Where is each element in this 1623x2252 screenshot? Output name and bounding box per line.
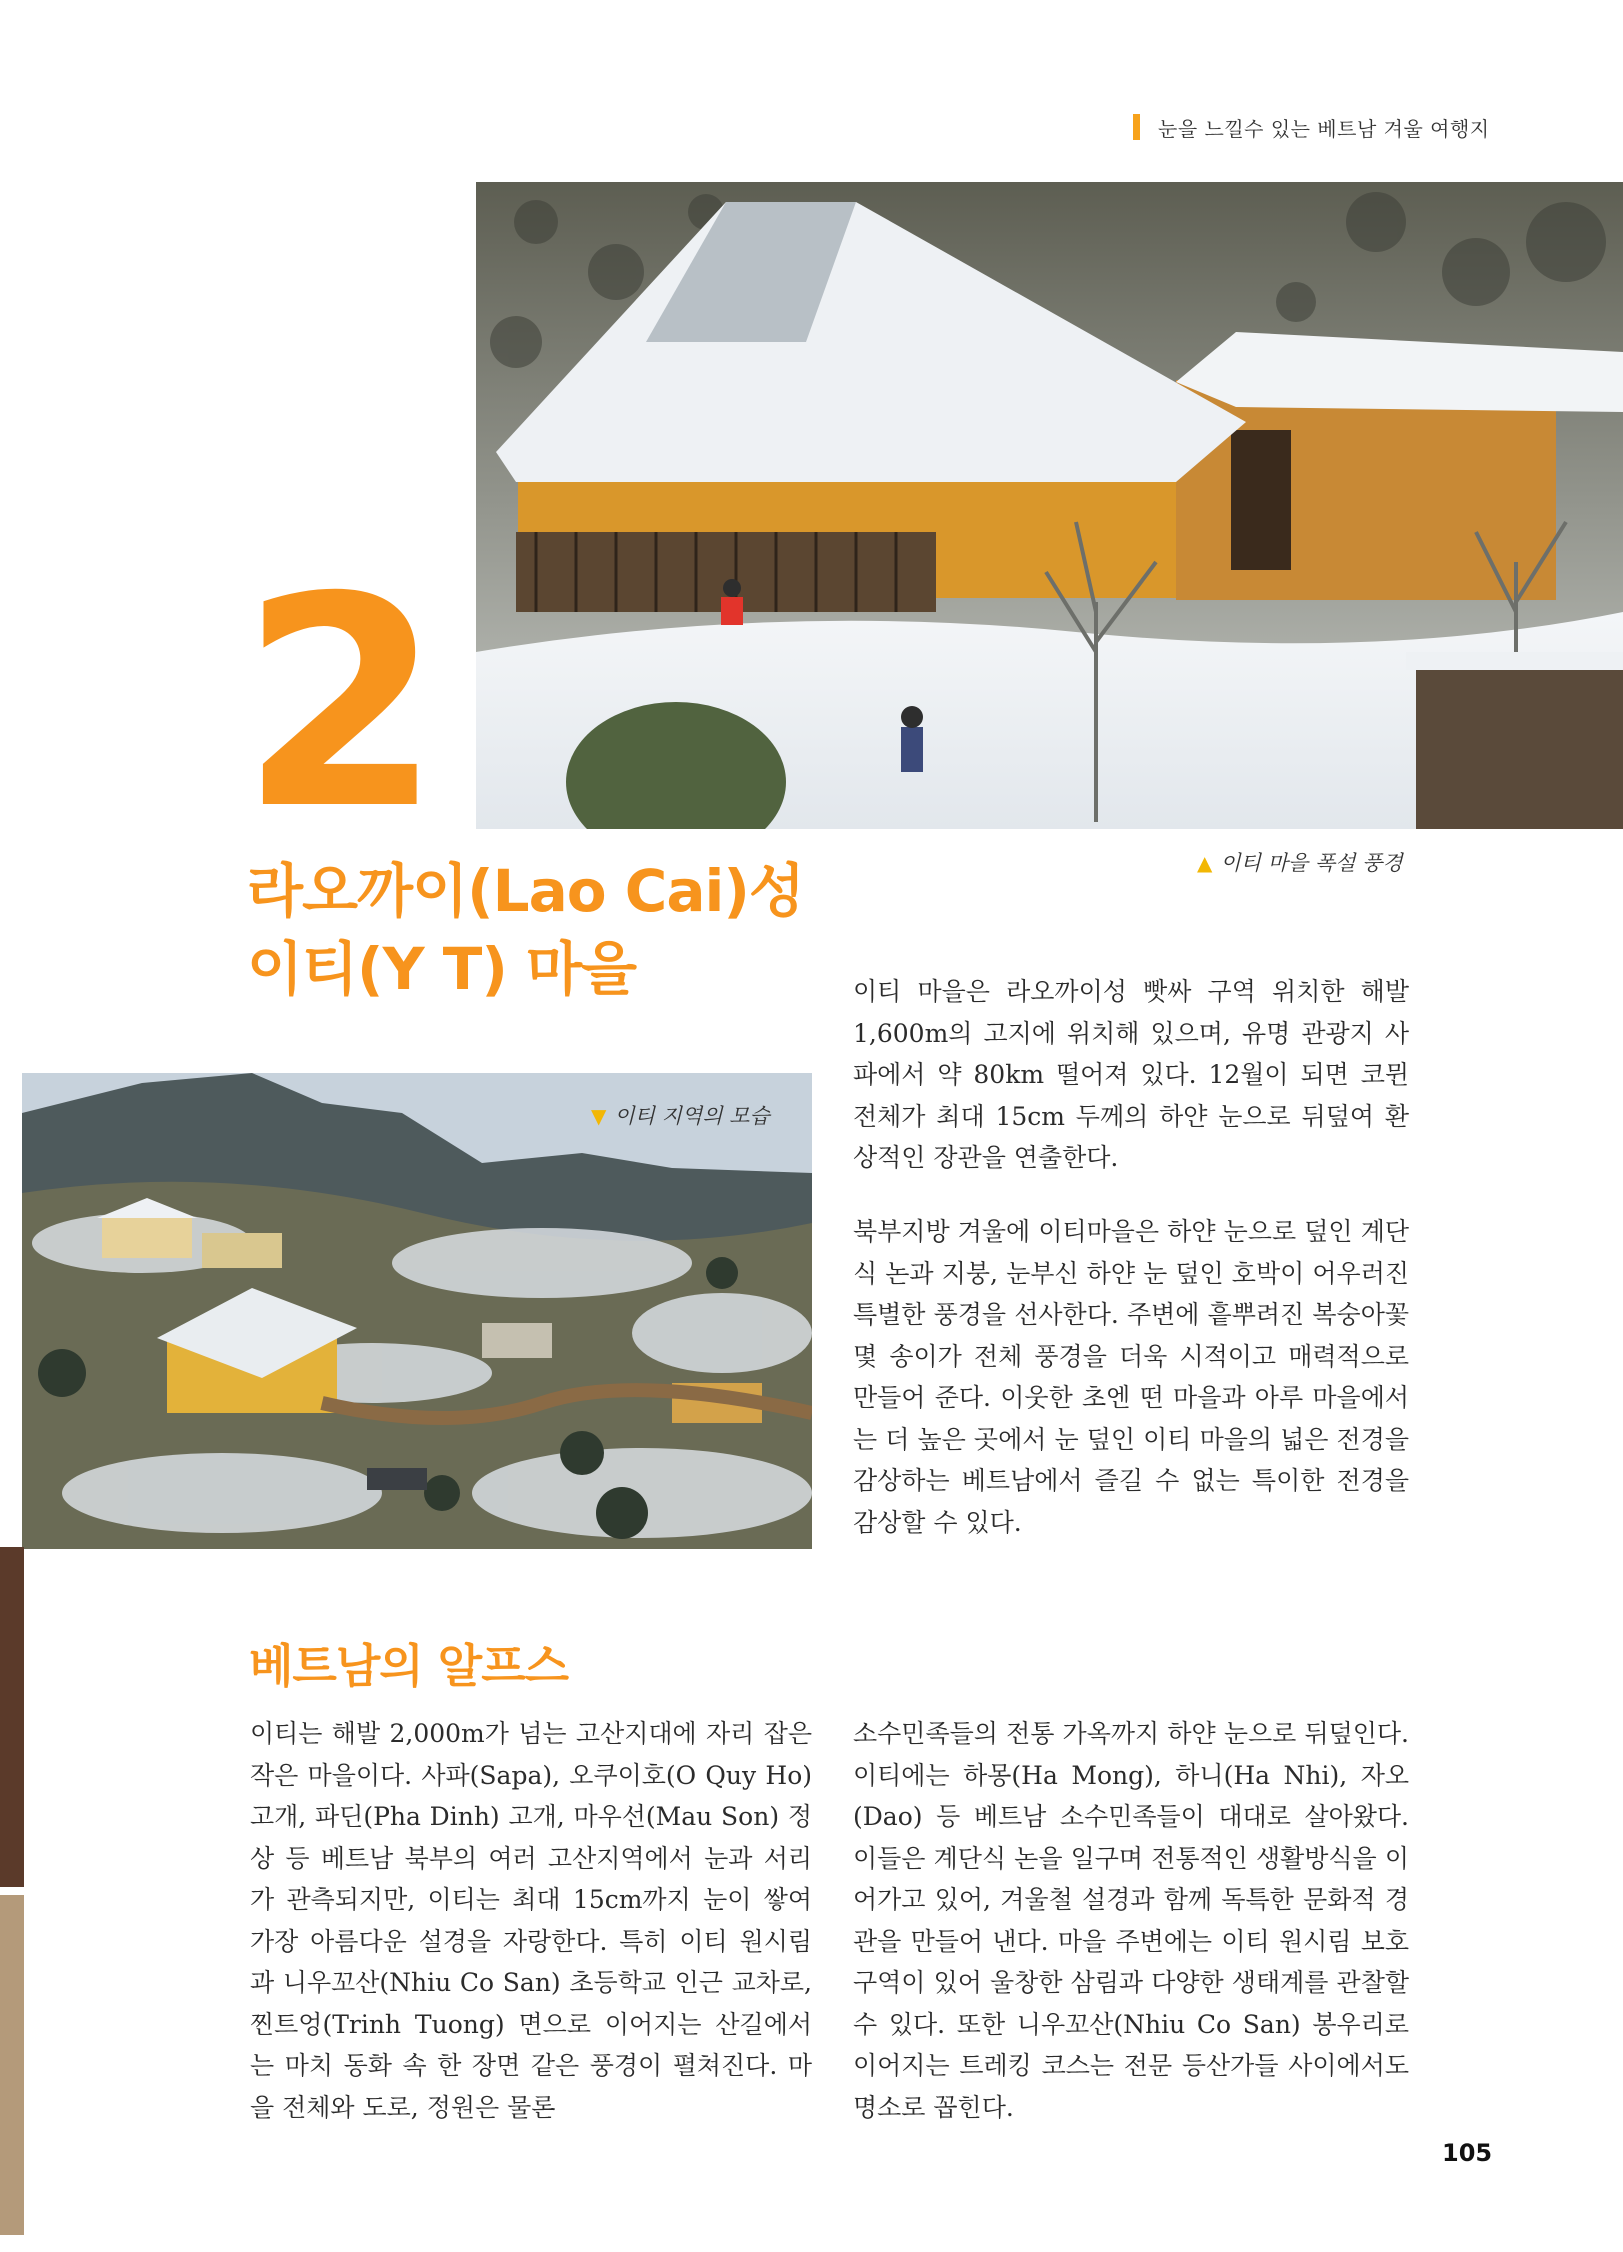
section-heading: 베트남의 알프스 xyxy=(249,1639,569,1693)
running-title: 눈을 느낄수 있는 베트남 겨울 여행지 xyxy=(1158,116,1490,141)
body-column-2: 소수민족들의 전통 가옥까지 하얀 눈으로 뒤덮인다. 이티에는 하몽(Ha Mong), 하니(Ha Nhi), 자오(Dao) 등 베트남 소수민족들이 대대로 살아왔다. 이들은 계단식 논을 일구며 전통적인 생활방식을 이어가고 있어, 겨울철 설경과 함께 독특한 문화적 경관을 만들어 낸다. 마을 주변에는 이티 원시림 보호구역이 있어 울창한 삼림과 다양한 생태계를 관찰할 수 있다. 또한 니우꼬산(Nhiu Co San) 봉우리로 이어지는 트레킹 코스는 전문 등산가들 사이에서도 명소로 꼽힌다. xyxy=(853,1719,1409,2122)
header-accent-bar xyxy=(1133,114,1140,140)
aerial-photo-caption-text: 이티 지역의 모습 xyxy=(614,1104,770,1128)
caption-triangle-up-icon: ▲ xyxy=(1197,851,1213,875)
caption-triangle-down-icon: ▼ xyxy=(591,1104,607,1128)
intro-paragraph-2: 북부지방 겨울에 이티마을은 하얀 눈으로 덮인 계단식 논과 지붕, 눈부신 하얀 눈 덮인 호박이 어우러진 특별한 풍경을 선사한다. 주변에 흩뿌려진 복숭아꽃 몇 송이가 전체 풍경을 더욱 시적이고 매력적으로 만들어 준다. 이웃한 초엔 떤 마을과 아루 마을에서는 더 높은 곳에서 눈 덮인 이티 마을의 넓은 전경을 감상하는 베트남에서 즐길 수 없는 특이한 전경을 감상할 수 있다. xyxy=(853,1217,1409,1537)
chapter-title-line-2: 이티(Y T) 마을 xyxy=(247,935,637,1003)
top-photo-caption-text: 이티 마을 폭설 풍경 xyxy=(1220,851,1403,875)
page-number: 105 xyxy=(1442,2139,1493,2167)
left-edge-bleed-image-2 xyxy=(0,1895,24,2235)
left-edge-bleed-image xyxy=(0,1547,24,1887)
chapter-title-line-1: 라오까이(Lao Cai)성 xyxy=(247,857,804,925)
village-aerial-photo xyxy=(22,1073,812,1549)
aerial-photo-caption xyxy=(591,1100,770,1130)
running-header xyxy=(1133,113,1490,141)
body-column-1: 이티는 해발 2,000m가 넘는 고산지대에 자리 잡은 작은 마을이다. 사파(Sapa), 오쿠이호(O Quy Ho) 고개, 파딘(Pha Dinh) 고개, 마우선(Mau Son) 정상 등 베트남 북부의 여러 고산지역에서 눈과 서리가 관측되지만, 이티는 최대 15cm까지 눈이 쌓여 가장 아름다운 설경을 자랑한다. 특히 이티 원시림과 니우꼬산(Nhiu Co San) 초등학교 인근 교차로, 찐트엉(Trinh Tuong) 면으로 이어지는 산길에서는 마치 동화 속 한 장면 같은 풍경이 펼쳐진다. 마을 전체와 도로, 정원은 물론 xyxy=(250,1719,812,2122)
snowy-house-photo xyxy=(476,182,1623,829)
top-photo-caption xyxy=(1197,847,1403,877)
intro-paragraph-1: 이티 마을은 라오까이성 빳싸 구역 위치한 해발 1,600m의 고지에 위치해 있으며, 유명 관광지 사파에서 약 80km 떨어져 있다. 12월이 되면 코뮌 전체가 최대 15cm 두께의 하얀 눈으로 뒤덮여 환상적인 장관을 연출한다. xyxy=(853,977,1409,1172)
chapter-number: 2 xyxy=(240,536,436,873)
chapter-title xyxy=(247,852,804,1008)
